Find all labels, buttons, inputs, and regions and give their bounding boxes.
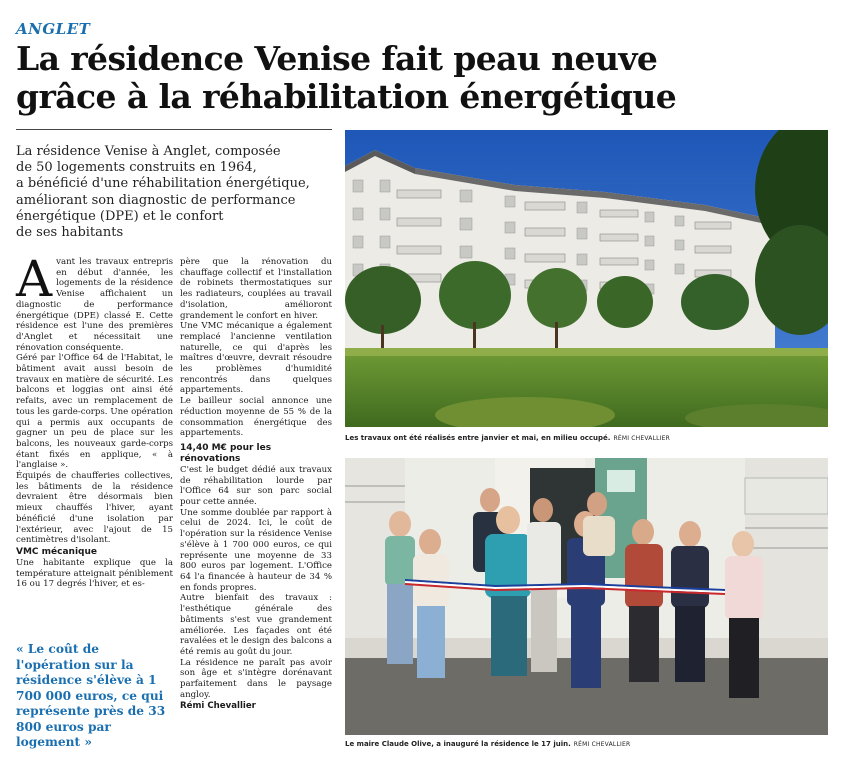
lead-line: améliorant son diagnostic de performance bbox=[16, 192, 296, 208]
pull-quote: « Le coût de l'opération sur la résidence s'élève à 1 700 000 euros, ce qui représente près de 33 800 euros par logement » bbox=[16, 642, 166, 749]
paragraph: vant les travaux entrepris en début d'année, les logements de la résidence Venise affichaient un diagnostic de performance énergétique (DPE) classé E. Cette résidence est l'une des premières d'Anglet et nécessitait une rénovation conséquente. bbox=[16, 257, 173, 353]
lead-line: de ses habitants bbox=[16, 225, 124, 241]
paragraph: Une habitante explique que la température atteignait péniblement 16 ou 17 degrés l'hiver, et es- bbox=[16, 557, 173, 590]
paragraph: Une VMC mécanique a également remplacé l'ancienne ventilation naturelle, ce qui d'après les maîtres d'œuvre, devrait résoudre les problèmes d'humidité rencontrés dans quelques appartements. bbox=[180, 321, 332, 396]
caption-text: Le maire Claude Olive, a inauguré la résidence le 17 juin. bbox=[345, 740, 571, 748]
residence-photo bbox=[345, 130, 828, 427]
paragraph: Équipés de chaufferies collectives, les bâtiments de la résidence devraient être désormais bien mieux chauffés l'hiver, ayant bénéficié d'une isolation par l'extérieur, avec l'ajout de 15 centimètres d'isolant. bbox=[16, 471, 173, 546]
header-rule bbox=[16, 129, 332, 130]
dropcap: A bbox=[16, 250, 53, 308]
section-kicker: ANGLET bbox=[16, 20, 91, 38]
lead-line: énergétique (DPE) et le confort bbox=[16, 208, 224, 224]
photo-credit: RÉMI CHEVALLIER bbox=[613, 435, 670, 442]
subheading-budget: 14,40 M€ pour les rénovations bbox=[180, 442, 272, 464]
byline: Rémi Chevallier bbox=[180, 701, 256, 712]
headline-line-1: La résidence Venise fait peau neuve bbox=[16, 39, 658, 78]
headline-line-2: grâce à la réhabilitation énergétique bbox=[16, 77, 677, 116]
inauguration-photo bbox=[345, 458, 828, 735]
caption-text: Les travaux ont été réalisés entre janvier et mai, en milieu occupé. bbox=[345, 434, 611, 442]
paragraph: père que la rénovation du chauffage collectif et l'installation de robinets thermostatiques sur les radiateurs, couplées au travail d'isolation, amélioront grandement le confort en hiver. bbox=[180, 257, 332, 321]
article-column-1 bbox=[16, 250, 173, 590]
lead-line: de 50 logements construits en 1964, bbox=[16, 160, 257, 176]
paragraph: Une somme doublée par rapport à celui de 2024. Ici, le coût de l'opération sur la résidence Venise s'élève à 1 700 000 euros, ce qui représente une moyenne de 33 800 euros par logement. L'Office 64 l'a financée à hauteur de 34 % en fonds propres. bbox=[180, 507, 332, 593]
article-column-2 bbox=[180, 257, 332, 712]
photo-caption-2 bbox=[345, 740, 828, 748]
paragraph: C'est le budget dédié aux travaux de réhabilitation lourde par l'Office 64 sur son parc social pour cette année. bbox=[180, 464, 332, 508]
paragraph: Le bailleur social annonce une réduction moyenne de 55 % de la consommation énergétique des appartements. bbox=[180, 396, 332, 439]
paragraph: La résidence ne paraît pas avoir son âge et s'intègre dorénavant parfaitement dans le paysage angloy. bbox=[180, 657, 332, 700]
photo-caption-1 bbox=[345, 434, 828, 442]
paragraph: Autre bienfait des travaux : l'esthétique générale des bâtiments s'est vue grandement améliorée. Les façades ont été ravalées et le design des balcons a été remis au goût du jour. bbox=[180, 593, 332, 657]
photo-credit: RÉMI CHEVALLIER bbox=[573, 741, 631, 748]
lead-line: La résidence Venise à Anglet, composée bbox=[16, 144, 281, 159]
subheading-vmc: VMC mécanique bbox=[16, 546, 97, 557]
paragraph: Géré par l'Office 64 de l'Habitat, le bâtiment avait aussi besoin de travaux en matière de sécurité. Les balcons et loggias ont ainsi été refaits, avec un remplacement de tous les garde-corps. Une opération qui a permis aux occupants de gagner un peu de place sur les balcons, les nouveaux garde-corps étant fixés en applique, « à l'anglaise ». bbox=[16, 353, 173, 471]
lead-line: a bénéficié d'une réhabilitation énergétique, bbox=[16, 176, 310, 192]
article-lead bbox=[16, 144, 332, 241]
page-title bbox=[16, 40, 836, 116]
